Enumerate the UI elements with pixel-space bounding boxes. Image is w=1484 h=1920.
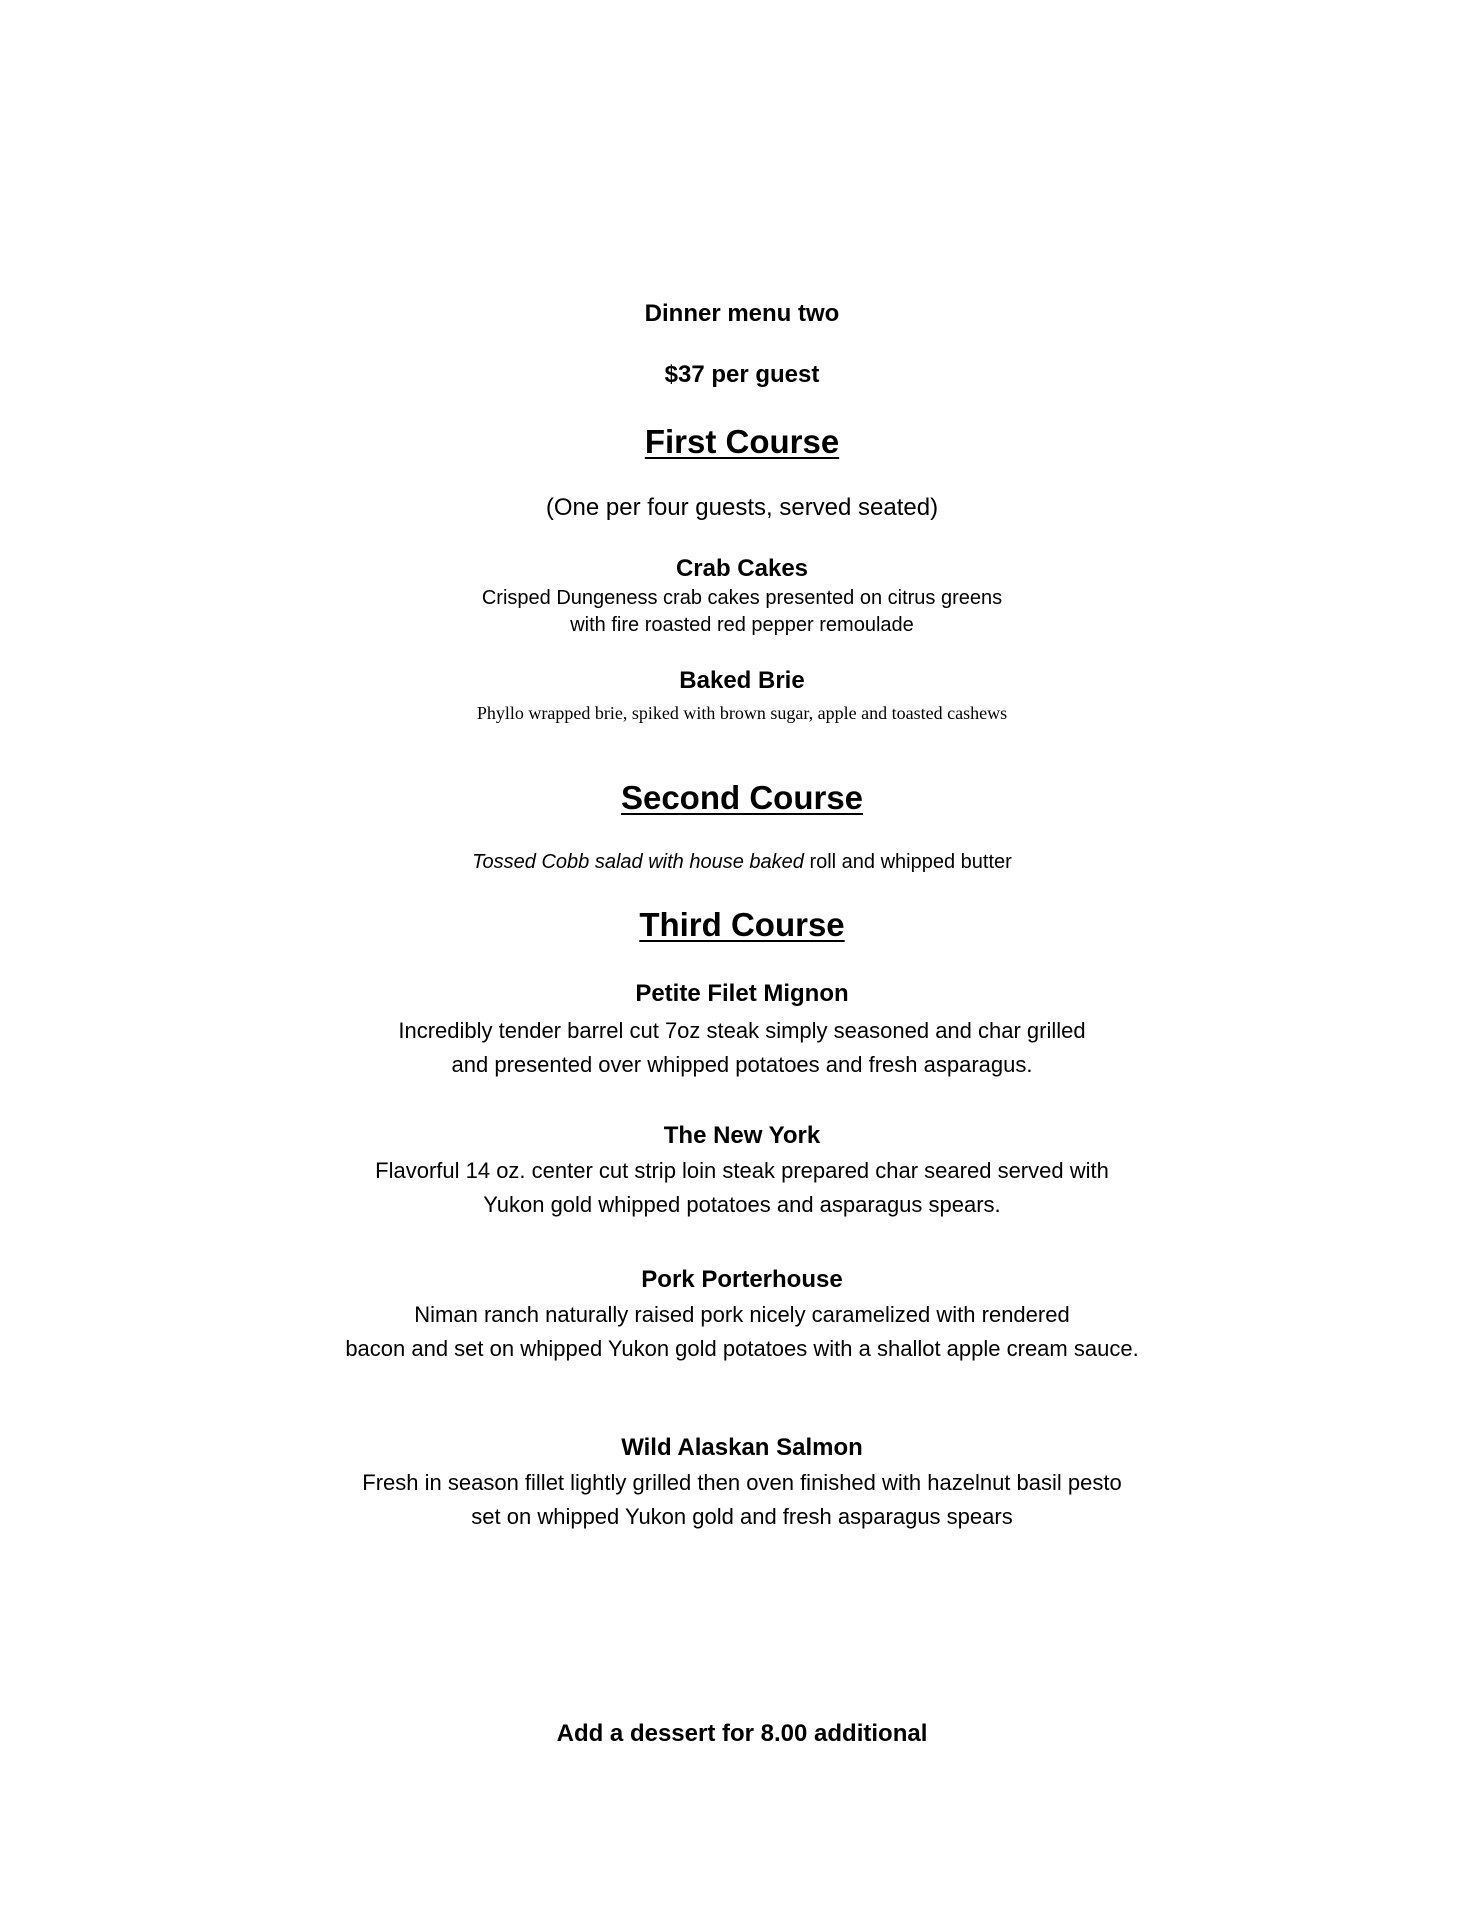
second-course-desc	[0, 852, 1484, 872]
first-course-heading: First Course	[644, 423, 840, 460]
new-york-desc-line-2: Yukon gold whipped potatoes and asparagus spears.	[483, 1192, 1001, 1217]
menu-price: $37 per guest	[664, 361, 820, 388]
new-york-title: The New York	[663, 1122, 821, 1149]
new-york-desc-line-1: Flavorful 14 oz. center cut strip loin steak prepared char seared served with	[375, 1158, 1109, 1183]
filet-mignon-desc-line-2: and presented over whipped potatoes and fresh asparagus.	[451, 1052, 1033, 1077]
second-course-desc-italic: Tossed Cobb salad with house baked	[472, 851, 804, 873]
pork-porterhouse-title: Pork Porterhouse	[641, 1266, 843, 1293]
wild-salmon-title: Wild Alaskan Salmon	[621, 1434, 863, 1461]
second-course-heading: Second Course	[620, 779, 864, 816]
pork-porterhouse-desc-line-1: Niman ranch naturally raised pork nicely caramelized with rendered	[414, 1302, 1070, 1327]
third-course-heading: Third Course	[639, 906, 845, 943]
menu-title: Dinner menu two	[644, 300, 840, 327]
dessert-note: Add a dessert for 8.00 additional	[556, 1720, 928, 1747]
baked-brie-title: Baked Brie	[679, 667, 805, 694]
wild-salmon-desc-line-2: set on whipped Yukon gold and fresh asparagus spears	[471, 1504, 1013, 1529]
wild-salmon-desc-line-1: Fresh in season fillet lightly grilled then oven finished with hazelnut basil pesto	[362, 1470, 1122, 1495]
baked-brie-desc: Phyllo wrapped brie, spiked with brown sugar, apple and toasted cashews	[476, 703, 1008, 723]
crab-cakes-title: Crab Cakes	[675, 555, 809, 582]
crab-cakes-desc-line-2: with fire roasted red pepper remoulade	[570, 614, 914, 636]
filet-mignon-desc-line-1: Incredibly tender barrel cut 7oz steak simply seasoned and char grilled	[398, 1018, 1086, 1043]
crab-cakes-desc-line-1: Crisped Dungeness crab cakes presented on citrus greens	[481, 587, 1003, 609]
pork-porterhouse-desc-line-2: bacon and set on whipped Yukon gold potatoes with a shallot apple cream sauce.	[345, 1336, 1139, 1361]
filet-mignon-title: Petite Filet Mignon	[635, 980, 849, 1007]
second-course-desc-regular: roll and whipped butter	[803, 851, 1012, 873]
first-course-note: (One per four guests, served seated)	[545, 494, 939, 521]
